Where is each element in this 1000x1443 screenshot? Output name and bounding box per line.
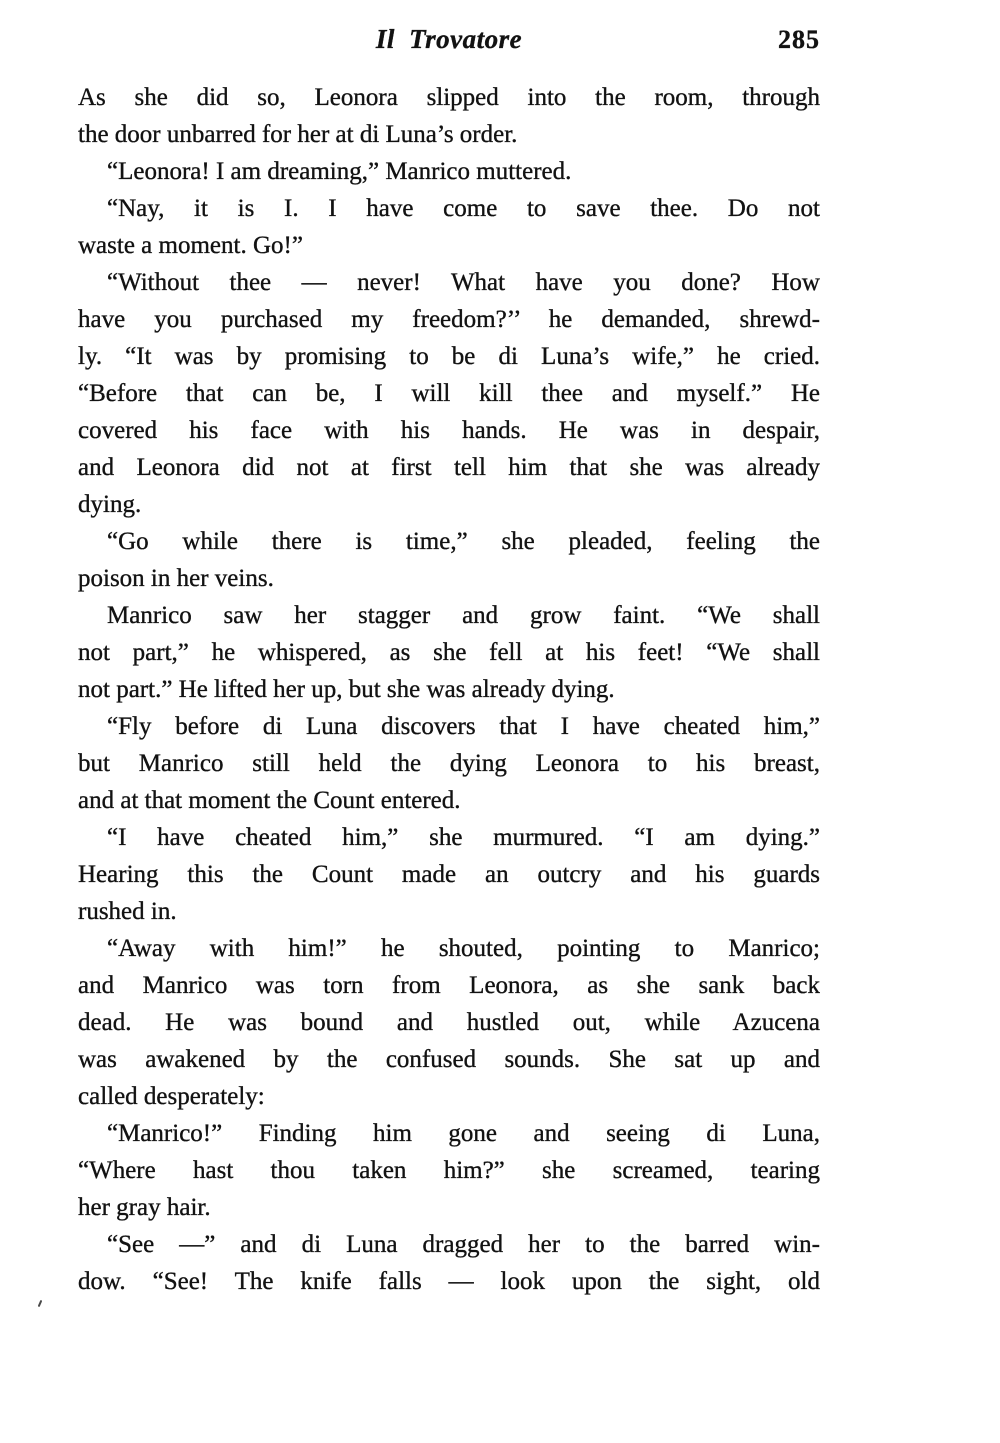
- text-line: “Away with him!” he shouted, pointing to Manrico;: [107, 935, 820, 962]
- page-text-block: [78, 79, 820, 1300]
- text-line: Hearing this the Count made an outcry and his guards: [78, 861, 820, 888]
- page-number: 285: [778, 25, 820, 54]
- text-line: and at that moment the Count entered.: [78, 787, 461, 814]
- text-line: rushed in.: [78, 898, 177, 925]
- text-line: her gray hair.: [78, 1194, 211, 1221]
- text-line: have you purchased my freedom?’’ he demanded, shrewd-: [78, 306, 820, 333]
- text-line: dow. “See! The knife falls — look upon the sight, old: [78, 1268, 820, 1295]
- text-line: called desperately:: [78, 1083, 265, 1110]
- text-line: “See —” and di Luna dragged her to the barred win-: [107, 1231, 820, 1258]
- text-line: “Where hast thou taken him?” she screamed, tearing: [78, 1157, 820, 1184]
- text-line: was awakened by the confused sounds. She sat up and: [78, 1046, 820, 1073]
- running-head: [78, 22, 820, 62]
- text-line: “Fly before di Luna discovers that I have cheated him,”: [107, 713, 820, 740]
- text-line: covered his face with his hands. He was in despair,: [78, 417, 820, 444]
- text-line: “Nay, it is I. I have come to save thee. Do not: [107, 195, 820, 222]
- text-line: “Manrico!” Finding him gone and seeing di Luna,: [107, 1120, 820, 1147]
- text-line: waste a moment. Go!”: [78, 232, 303, 259]
- text-line: “Before that can be, I will kill thee and myself.” He: [78, 380, 820, 407]
- text-line: “Go while there is time,” she pleaded, feeling the: [107, 528, 820, 555]
- running-head-title: Il Trovatore: [375, 24, 523, 54]
- text-line: the door unbarred for her at di Luna’s order.: [78, 121, 518, 148]
- text-line: but Manrico still held the dying Leonora to his breast,: [78, 750, 820, 777]
- text-line: and Manrico was torn from Leonora, as she sank back: [78, 972, 820, 999]
- text-line: ly. “It was by promising to be di Luna’s wife,” he cried.: [78, 343, 820, 370]
- text-line: not part.” He lifted her up, but she was already dying.: [78, 676, 615, 703]
- text-line: not part,” he whispered, as she fell at his feet! “We shall: [78, 639, 820, 666]
- text-line: As she did so, Leonora slipped into the room, through: [78, 84, 820, 111]
- text-line: and Leonora did not at first tell him that she was already: [78, 454, 820, 481]
- text-line: Manrico saw her stagger and grow faint. “We shall: [107, 602, 820, 629]
- text-line: “Without thee — never! What have you done? How: [107, 269, 820, 296]
- text-line: dying.: [78, 491, 142, 518]
- text-line: “I have cheated him,” she murmured. “I am dying.”: [107, 824, 820, 851]
- text-line: dead. He was bound and hustled out, while Azucena: [78, 1009, 820, 1036]
- text-line: poison in her veins.: [78, 565, 274, 592]
- ink-speck: [38, 1300, 43, 1307]
- text-line: “Leonora! I am dreaming,” Manrico muttered.: [107, 158, 572, 185]
